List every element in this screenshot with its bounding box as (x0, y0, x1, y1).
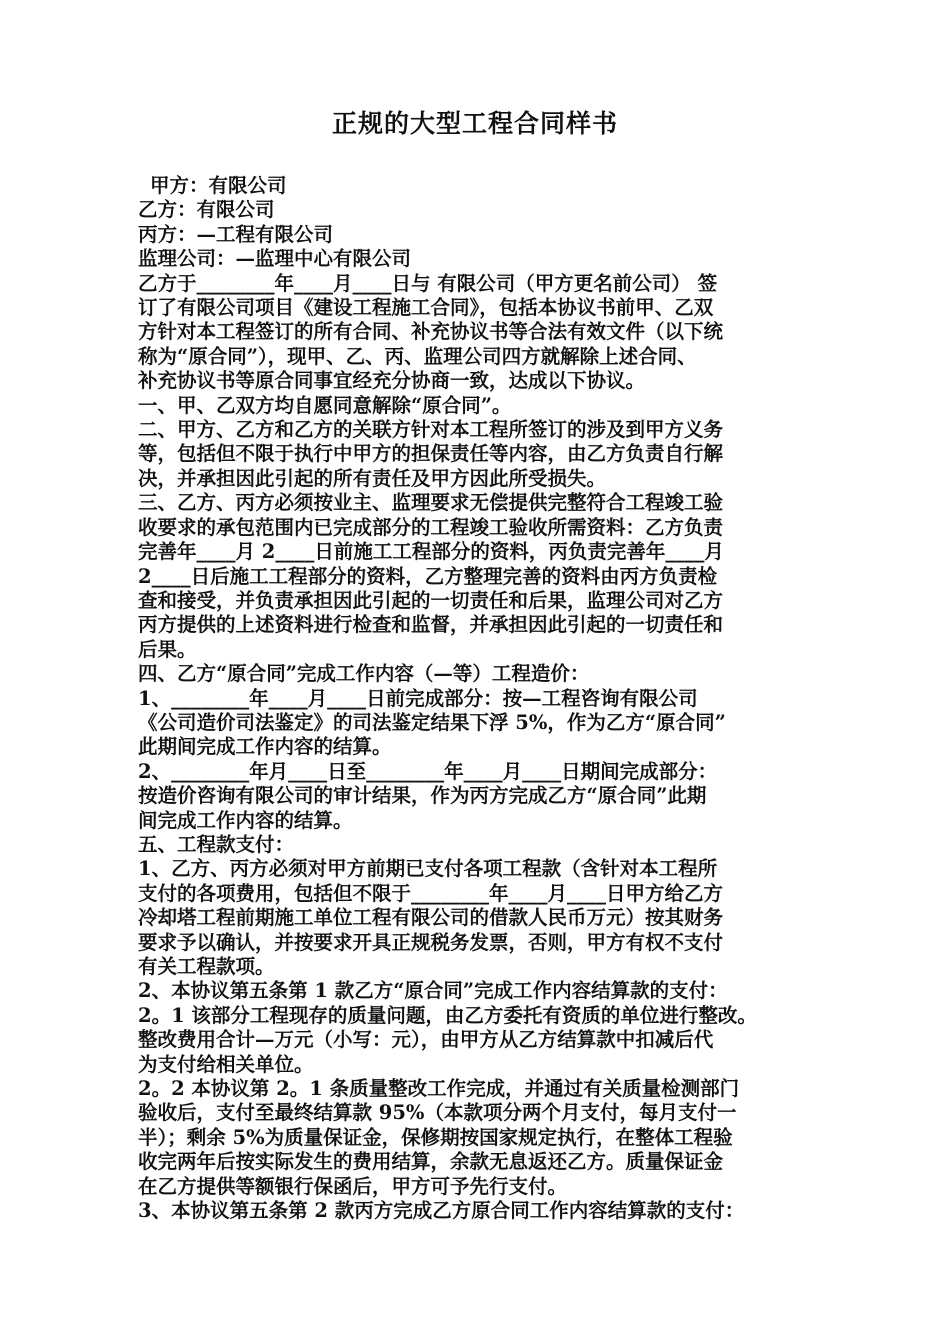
body-line: 《公司造价司法鉴定》的司法鉴定结果下浮 5%，作为乙方“原合同” (138, 710, 726, 734)
body-line: 完善年____月 2____日前施工工程部分的资料，丙负责完善年____月 (138, 540, 724, 564)
body-line: 方针对本工程签订的所有合同、补充协议书等合法有效文件（以下统 (138, 320, 724, 344)
body-line: 2。1 该部分工程现存的质量问题，由乙方委托有资质的单位进行整改。 (138, 1003, 757, 1027)
body-line: 丙方：—工程有限公司 (138, 222, 334, 246)
body-line: 决，并承担因此引起的所有责任及甲方因此所受损失。 (138, 466, 607, 490)
body-line: 乙方于________年____月____日与 有限公司（甲方更名前公司） 签 (138, 271, 718, 295)
body-line: 五、工程款支付： (138, 832, 295, 856)
body-line: 支付的各项费用，包括但不限于________年____月____日甲方给乙方 (138, 881, 724, 905)
body-line: 二、甲方、乙方和乙方的关联方针对本工程所签订的涉及到甲方义务 (138, 418, 724, 442)
body-line: 在乙方提供等额银行保函后，甲方可予先行支付。 (138, 1174, 568, 1198)
body-line: 1、________年____月____日前完成部分：按—工程咨询有限公司 (138, 686, 698, 710)
body-line: 监理公司：—监理中心有限公司 (138, 247, 412, 271)
document-title: 正规的大型工程合同样书 (331, 109, 618, 138)
body-line: 丙方提供的上述资料进行检查和监督，并承担因此引起的一切责任和 (138, 613, 724, 637)
body-line: 四、乙方“原合同”完成工作内容（—等）工程造价： (138, 662, 590, 686)
body-line: 按造价咨询有限公司的审计结果，作为丙方完成乙方“原合同”此期 (138, 784, 707, 808)
body-line: 2____日后施工工程部分的资料，乙方整理完善的资料由丙方负责检 (138, 564, 718, 588)
body-line: 整改费用合计—万元（小写：元），由甲方从乙方结算款中扣减后代 (138, 1028, 714, 1052)
body-line: 甲方：有限公司 (150, 174, 287, 197)
body-line: 2、________年月____日至________年____月____日期间完成部分： (138, 759, 718, 783)
body-line: 称为“原合同”），现甲、乙、丙、监理公司四方就解除上述合同、 (138, 344, 697, 368)
body-line: 3、本协议第五条第 2 款丙方完成乙方原合同工作内容结算款的支付： (138, 1199, 745, 1223)
body-line: 乙方：有限公司 (138, 198, 275, 222)
body-line: 此期间完成工作内容的结算。 (138, 735, 392, 759)
body-line: 一、甲、乙双方均自愿同意解除“原合同”。 (138, 393, 512, 417)
body-line: 2、本协议第五条第 1 款乙方“原合同”完成工作内容结算款的支付： (138, 979, 728, 1003)
body-line: 为支付给相关单位。 (138, 1052, 314, 1076)
body-line: 等，包括但不限于执行中甲方的担保责任等内容，由乙方负责自行解 (138, 442, 724, 466)
body-line: 订了有限公司项目《建设工程施工合同》，包括本协议书前甲、乙双 (138, 296, 714, 320)
body-line: 验收后，支付至最终结算款 95%（本款项分两个月支付，每月支付一 (138, 1101, 737, 1125)
body-line: 2。2 本协议第 2。1 条质量整改工作完成，并通过有关质量检测部门 (138, 1077, 740, 1101)
body-line: 收完两年后按实际发生的费用结算，余款无息返还乙方。质量保证金 (138, 1150, 724, 1174)
body-line: 要求予以确认，并按要求开具正规税务发票，否则，甲方有权不支付 (138, 930, 724, 954)
body-line: 间完成工作内容的结算。 (138, 808, 353, 832)
body-line: 1、乙方、丙方必须对甲方前期已支付各项工程款（含针对本工程所 (138, 857, 718, 881)
body-line: 后果。 (138, 637, 197, 661)
body-line: 半）；剩余 5%为质量保证金，保修期按国家规定执行，在整体工程验 (138, 1125, 733, 1149)
document-body (138, 174, 818, 1223)
body-line: 查和接受，并负责承担因此引起的一切责任和后果，监理公司对乙方 (138, 588, 724, 612)
body-line: 冷却塔工程前期施工单位工程有限公司的借款人民币万元）按其财务 (138, 906, 724, 930)
body-line: 补充协议书等原合同事宜经充分协商一致，达成以下协议。 (138, 369, 646, 393)
body-line: 收要求的承包范围内已完成部分的工程竣工验收所需资料：乙方负责 (138, 515, 724, 539)
body-line: 三、乙方、丙方必须按业主、监理要求无偿提供完整符合工程竣工验 (138, 491, 724, 515)
body-line: 有关工程款项。 (138, 955, 275, 978)
